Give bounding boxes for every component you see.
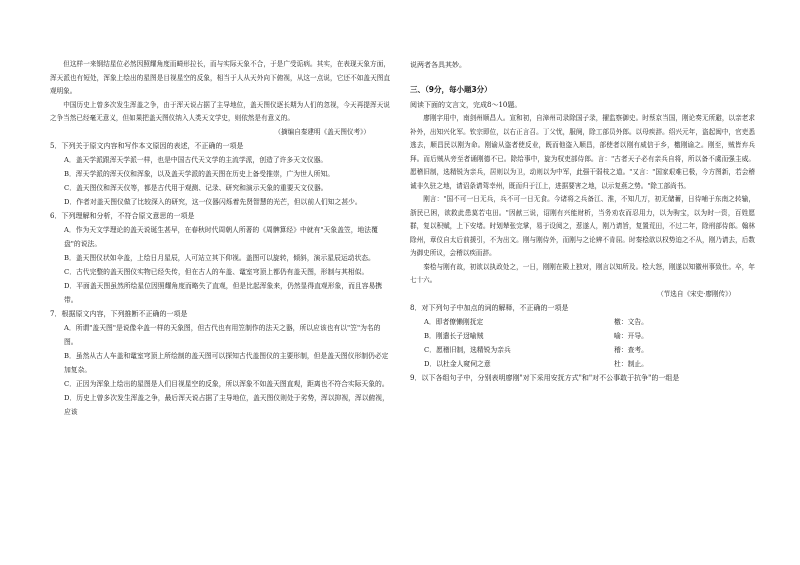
question-7: 7．根据原文内容，下列推断不正确的一项是 xyxy=(50,310,188,318)
right-column xyxy=(410,58,755,385)
option-explanation: 杜：制止。 xyxy=(614,360,648,368)
option: A．作为天文学理论的盖天说诞生甚早，在春秋时代周朝人所著的《周髀算经》中就有"天象盖笠，地法覆盘"的说法。 xyxy=(64,226,378,248)
question-6: 6．下列理解和分析，不符合原文意思的一项是 xyxy=(50,212,195,220)
question-5: 5．下列关于原文内容和写作本文原因的表述，不正确的一项是 xyxy=(50,142,244,150)
continued-text: 说两者各具其妙。 xyxy=(410,61,466,69)
section-heading: 三、（9分，每小题3分） xyxy=(410,85,492,94)
option: D．历史上曾多次发生浑盖之争，最后浑天说占据了主导地位，盖天图仪则处于劣势，浑以抑视，浑以俯视，应该 xyxy=(64,394,389,416)
option-explanation: 喻：开导。 xyxy=(614,332,648,340)
option: C．正因为浑象上绘出的星图是人们目视星空的反象，所以浑象不如盖天图直观，距离也不符合实际天象的。 xyxy=(64,380,389,388)
source-citation: （节选自《宋史·廖刚传》） xyxy=(657,289,735,298)
option xyxy=(410,329,755,343)
option: D．作者对盖天图仪做了比较深入的研究，这一仪器闪烁着先贤智慧的光芒，但以前人们知之甚少。 xyxy=(64,198,362,206)
option-explanation: 稽：查考。 xyxy=(614,346,648,354)
option-explanation: 檄：文告。 xyxy=(614,318,648,326)
option xyxy=(410,343,755,357)
option: C．盖天图仪和浑天仪等，都是古代用于观测、记录、研究和演示天象的重要天文仪器。 xyxy=(64,184,328,192)
option: B．虽然从古人车盖和鼋室穹顶上所绘制的盖天图可以探知古代盖图仪的主要形制，但是盖天图仪形制仍必定加复杂。 xyxy=(64,352,389,374)
paragraph: 中国历史上曾多次发生浑盖之争，由于浑天说占据了主导地位，盖天图仪逐长期为人们的忽视，今天再提浑天说之争当然已经毫无意义，但如果把盖天图仪纳入人类天文学史，则依然是有意义的。 xyxy=(50,100,390,122)
option: A．所谓"盖天图"是说像伞盖一样的天象图，但古代也有用笠制作的法天之器，所以应该也有以"笠"为名的图。 xyxy=(64,324,381,346)
option: B．浑天学派的浑天仪和浑象，以及盖天学派的盖天图在历史上备受推崇，广为世人所知。 xyxy=(64,170,335,178)
option: B．盖天图仪状如伞盖，上绘日月星辰，人可站立其下仰视。盖图可以旋转，倾斜，演示星辰运动状态。 xyxy=(64,254,375,262)
option xyxy=(410,357,755,371)
paragraph: 但这样一来钢结星位必然因照耀角度而畸形拉长，而与实际天象不合，于是广受诟病。其实，在表现天象方面，浑天派也有短处，浑象上绘出的星图是目视星空的反象，相当于人从天外向下俯视，从这一点说，它还不如盖天图直观明象。 xyxy=(50,60,390,95)
classical-paragraph: 廖刚字用中，南剑州顺昌人。宣和初，自漳州司录除国子录，擢监察御史。时蔡京当国，刚论奏无所避，以亲老求补外，出知兴化军。钦宗即位，以右正言召。丁父忧，服阕，除工部员外郎。以母疾辞。绍兴元年，盗起闽中，官吏悉逃去，顺昌民以刚为命。刚谕从盗者使反业，既而他盗入顺昌，部使者以刚有威信于乡，檄刚谕之。刚至，贼皆弃兵拜。而后贼从旁至者诵刚德不已。除给事中，旋为权吏部侍郎。言："古者天子必有亲兵自将，所以备不虞而强主威。愿稽旧制，选精锐为亲兵，居则以为卫，动则以为中军，此强干弱枝之道。"又言："国家艰难已极，今方图新，若会稽诚非久驻之地，请诏条请驾幸州，既而归于江上，进据要害之地，以示复燕之势。"除工部尚书。 xyxy=(410,114,755,190)
classical-paragraph: 刚言："国不可一日无兵，兵不可一日无食。今诸将之兵备江、淮，不知几万，初无储蓄，日待哺于东南之转输，浙民已困，欲救此患莫若屯田。"因献三说，诏刚有兴能财析，当务劝农而忍用力，以为驹宝，以为时一资，百姓愿群，复以积赋，上下安堵。时划辇张完掌，易于设阅之，惹遂人，刚乃请旨，复置荒田，不过二年，除刑部侍郎。翰林除州，章仪自太后前援引，不为出文。刚与刚侍外，而刚与之论辨不肯屈。时秦桧欲以权势迫之不从，刚乃请去，后数为御史所议，会稽以疾而辞。 xyxy=(410,195,755,257)
option-sentence: C．愿稽旧制，选精锐为亲兵 xyxy=(424,346,511,354)
question-9: 9．以下各组句子中，分别表明廖刚"对下采用安抚方式"和"对不公事敢于抗争"的一组是 xyxy=(410,374,680,382)
source-citation: （摘编自秦建明《盖天图仪考》） xyxy=(274,127,370,136)
option: A．盖天学派跟浑天学派一样，也是中国古代天文学的主流学派，创造了许多天文仪器。 xyxy=(64,156,328,164)
option-sentence: D．以杜金人窥伺之意 xyxy=(424,360,491,368)
option: C．古代完整的盖天图仪实物已经失传，但在古人的车盖、鼋室穹顶上都仍有盖天图，形制与其相似。 xyxy=(64,268,369,276)
option-sentence: B．刚遣长子迓喻贼 xyxy=(424,332,484,340)
question-8: 8．对下列句子中加点的词的解释，不正确的一项是 xyxy=(410,304,569,312)
option xyxy=(410,315,755,329)
left-column xyxy=(50,58,390,419)
classical-paragraph: 秦桧与刚有故，初欲以执政处之，一日，刚刚在殿上独对，刚言以知所及。桧大怒，刚遂以知徽州事致仕。卒，年七十六。 xyxy=(410,262,755,284)
option-sentence: A．即者僚懒刚抚定 xyxy=(424,318,484,326)
section-intro: 阅读下面的文言文，完成8～10题。 xyxy=(410,101,522,109)
option: D．平面盖天图虽然所绘星位因照耀角度而略失了直观，但是比起浑象来，仍然显得直观形象，而且容易携带。 xyxy=(64,282,383,304)
